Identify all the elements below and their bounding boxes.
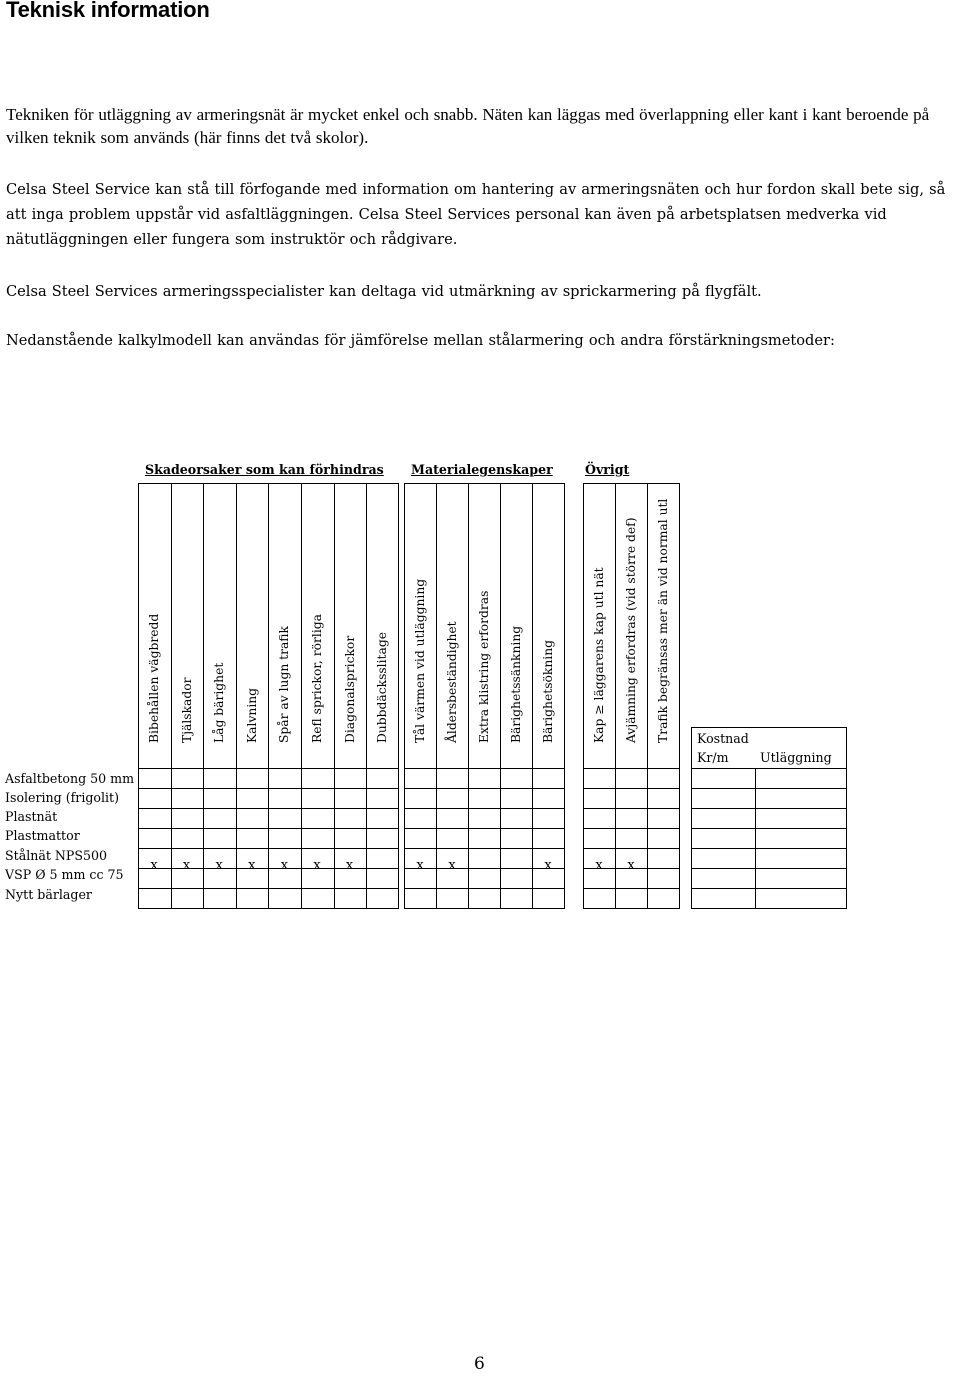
table-grid-hline bbox=[138, 483, 399, 484]
table-grid-vline bbox=[532, 484, 533, 908]
column-header-label: Tjälskador bbox=[179, 677, 194, 743]
table-grid-hline bbox=[138, 868, 399, 869]
table-grid-hline bbox=[404, 888, 565, 889]
cost-grid-vline bbox=[755, 768, 756, 908]
table-grid-hline bbox=[404, 788, 565, 789]
column-header-label: Kap ≥ läggarens kap utl nät bbox=[592, 567, 606, 743]
cell-mark: x bbox=[215, 858, 223, 873]
table-grid-vline bbox=[301, 484, 302, 908]
table-grid-vline bbox=[366, 484, 367, 908]
row-label-plastmattor: Plastmattor bbox=[5, 828, 80, 843]
cell-mark: x bbox=[182, 858, 191, 873]
table-grid-hline bbox=[404, 828, 565, 829]
cell-mark: x bbox=[280, 858, 289, 873]
table-grid-hline bbox=[138, 888, 399, 889]
column-header-label: Åldersbeständighet bbox=[445, 621, 459, 743]
table-grid-vline bbox=[583, 484, 584, 908]
cost-grid-hline bbox=[691, 888, 847, 889]
row-label-nytt-barlager: Nytt bärlager bbox=[5, 887, 92, 902]
cost-grid-hline bbox=[691, 908, 847, 909]
table-grid-hline bbox=[138, 788, 399, 789]
table-grid-hline bbox=[138, 808, 399, 809]
column-header bbox=[245, 407, 259, 757]
column-header bbox=[310, 407, 324, 757]
table-grid-hline bbox=[583, 888, 680, 889]
table-grid-vline bbox=[615, 484, 616, 908]
cost-grid-hline bbox=[691, 868, 847, 869]
column-header-label: Bärighetssänkning bbox=[509, 625, 523, 743]
table-grid-hline bbox=[583, 808, 680, 809]
cost-grid-vline bbox=[846, 727, 847, 908]
row-label-asfaltbetong: Asfaltbetong 50 mm bbox=[5, 771, 135, 786]
column-header-label: Kalvning bbox=[244, 687, 259, 743]
table-grid-hline bbox=[138, 768, 399, 769]
cost-grid-hline bbox=[691, 788, 847, 789]
table-grid-hline bbox=[404, 808, 565, 809]
table-grid-vline bbox=[436, 484, 437, 908]
table-grid-hline bbox=[138, 828, 399, 829]
table-grid-vline bbox=[203, 484, 204, 908]
column-header-label: Avjämning erfordras (vid större def) bbox=[624, 517, 638, 743]
group-title-ovrigt: Övrigt bbox=[585, 462, 630, 477]
table-grid-vline bbox=[268, 484, 269, 908]
cost-grid-hline bbox=[691, 848, 847, 849]
row-label-isolering: Isolering (frigolit) bbox=[5, 790, 120, 805]
cell-mark: x bbox=[345, 858, 354, 873]
column-header bbox=[277, 407, 291, 757]
table-grid-hline bbox=[404, 768, 565, 769]
table-grid-vline bbox=[404, 484, 405, 908]
column-header-label: Tål värmen vid utläggning bbox=[413, 578, 427, 743]
table-grid-hline bbox=[583, 848, 680, 849]
column-header bbox=[147, 407, 161, 757]
table-grid-vline bbox=[468, 484, 469, 908]
column-header bbox=[624, 407, 638, 757]
cell-mark: x bbox=[313, 858, 321, 873]
column-header-label: Diagonalsprickor bbox=[342, 635, 357, 743]
table-grid-hline bbox=[404, 848, 565, 849]
column-header-label: Bärighetsökning bbox=[541, 640, 555, 743]
table-grid-hline bbox=[404, 908, 565, 909]
column-header-label: Extra klistring erfordras bbox=[477, 590, 491, 743]
column-header bbox=[592, 407, 606, 757]
cost-header-utlaggning: Utläggning bbox=[760, 750, 832, 765]
table-grid-vline bbox=[171, 484, 172, 908]
table-grid-hline bbox=[583, 828, 680, 829]
cost-grid-vline bbox=[691, 727, 692, 908]
column-header-label: Låg bärighet bbox=[212, 662, 227, 743]
cell-mark: x bbox=[416, 858, 424, 873]
table-grid-vline bbox=[647, 484, 648, 908]
cell-mark: x bbox=[448, 858, 456, 873]
cost-grid-hline bbox=[691, 768, 847, 769]
table-grid-vline bbox=[398, 484, 399, 908]
row-label-plastnat: Plastnät bbox=[5, 809, 58, 824]
cell-mark: x bbox=[595, 858, 603, 873]
cost-header-kostnad: Kostnad bbox=[697, 731, 749, 746]
column-header bbox=[445, 407, 459, 757]
page-title: Teknisk information bbox=[6, 0, 210, 22]
table-grid-hline bbox=[138, 908, 399, 909]
page-number: 6 bbox=[474, 1354, 485, 1374]
row-label-vsp: VSP Ø 5 mm cc 75 bbox=[5, 867, 124, 882]
cost-header-unit: Kr/m bbox=[697, 750, 729, 765]
column-header-label: Spår av lugn trafik bbox=[277, 626, 292, 743]
cell-mark: x bbox=[627, 858, 635, 873]
row-label-stalnat: Stålnät NPS500 bbox=[5, 848, 108, 863]
column-header bbox=[413, 407, 427, 757]
paragraph-2: Celsa Steel Service kan stå till förfogande med information om hantering av armeringsnäten och hur fordon skall bete sig, så att inga problem uppstår vid asfaltläggningen. Celsa Steel Services personal kan även på arbetsplatsen medverka vid nätutläggningen eller fungera som instruktör och rådgivare. bbox=[6, 181, 946, 248]
table-grid-vline bbox=[138, 484, 139, 908]
column-header bbox=[541, 407, 555, 757]
group-title-materialegenskaper: Materialegenskaper bbox=[411, 462, 553, 477]
cost-grid-hline bbox=[691, 727, 847, 728]
column-header bbox=[477, 407, 491, 757]
cell-mark: x bbox=[248, 858, 256, 873]
column-header bbox=[343, 407, 357, 757]
paragraph-1: Tekniken för utläggning av armeringsnät är mycket enkel och snabb. Näten kan läggas med överlappning eller kant i kant beroende på vilken teknik som används (här finns det två skolor). bbox=[6, 105, 930, 147]
group-title-skadeorsaker: Skadeorsaker som kan förhindras bbox=[145, 462, 384, 477]
table-grid-vline bbox=[334, 484, 335, 908]
table-grid-hline bbox=[583, 768, 680, 769]
paragraph-3: Celsa Steel Services armeringsspecialister kan deltaga vid utmärkning av sprickarmering på flygfält. bbox=[6, 283, 762, 300]
column-header-label: Refl sprickor, rörliga bbox=[310, 614, 324, 743]
cost-grid-hline bbox=[691, 808, 847, 809]
cost-grid-hline bbox=[691, 828, 847, 829]
table-grid-vline bbox=[679, 484, 680, 908]
paragraph-4: Nedanstående kalkylmodell kan användas för jämförelse mellan stålarmering och andra förstärkningsmetoder: bbox=[6, 332, 835, 349]
column-header-label: Trafik begränsas mer än vid normal utl bbox=[656, 498, 670, 743]
column-header bbox=[375, 407, 389, 757]
column-header bbox=[656, 407, 670, 757]
column-header bbox=[180, 407, 194, 757]
cell-mark: x bbox=[150, 858, 158, 873]
table-grid-vline bbox=[236, 484, 237, 908]
table-grid-hline bbox=[583, 788, 680, 789]
column-header-label: Bibehållen vägbredd bbox=[147, 613, 161, 743]
table-grid-vline bbox=[564, 484, 565, 908]
column-header bbox=[509, 407, 523, 757]
column-header-label: Dubbdäcksslitage bbox=[375, 632, 390, 743]
table-grid-vline bbox=[500, 484, 501, 908]
cell-mark: x bbox=[544, 858, 552, 873]
column-header bbox=[212, 407, 226, 757]
table-grid-hline bbox=[138, 848, 399, 849]
table-grid-hline bbox=[583, 908, 680, 909]
